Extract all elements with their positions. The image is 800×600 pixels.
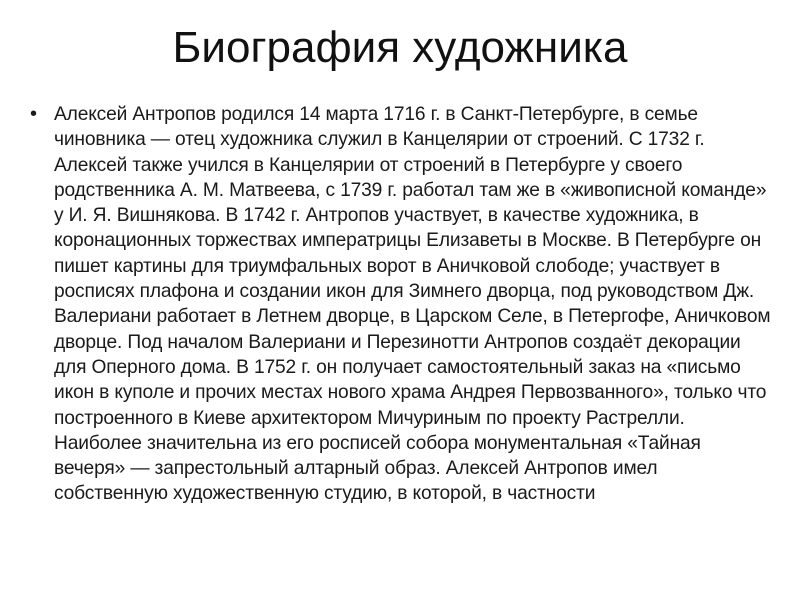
biography-paragraph: Алексей Антропов родился 14 марта 1716 г. в Санкт-Петербурге, в семье чиновника — отец художника служил в Канцелярии от строений. С 1732 г. Алексей также учился в Канцелярии от строений в Петербурге у своего родственника А. М. Матвеева, с 1739 г. работал там же в «живописной команде» у И. Я. Вишнякова. В 1742 г. Антропов участвует, в качестве художника, в коронационных торжествах императрицы Елизаветы в Москве. В Петербурге он пишет картины для триумфальных ворот в Аничковой слободе; участвует в росписях плафона и создании икон для Зимнего дворца, под руководством Дж. Валериани работает в Летнем дворце, в Царском Селе, в Петергофе, Аничковом дворце. Под началом Валериани и Перезинотти Антропов создаёт декорации для Оперного дома. В 1752 г. он получает самостоятельный заказ на «письмо икон в куполе и прочих местах нового храма Андрея Первозванного», только что построенного в Киеве архитектором Мичуриным по проекту Растрелли. Наиболее значительна из его росписей собора монументальная «Тайная вечеря» — запрестольный алтарный образ. Алексей Антропов имел собственную художественную студию, в которой, в частности xyxy=(54,104,771,505)
slide-content xyxy=(30,102,775,507)
slide-title: Биография художника xyxy=(172,23,628,72)
bullet-point-icon: • xyxy=(30,103,38,125)
bullet-item xyxy=(30,102,775,507)
